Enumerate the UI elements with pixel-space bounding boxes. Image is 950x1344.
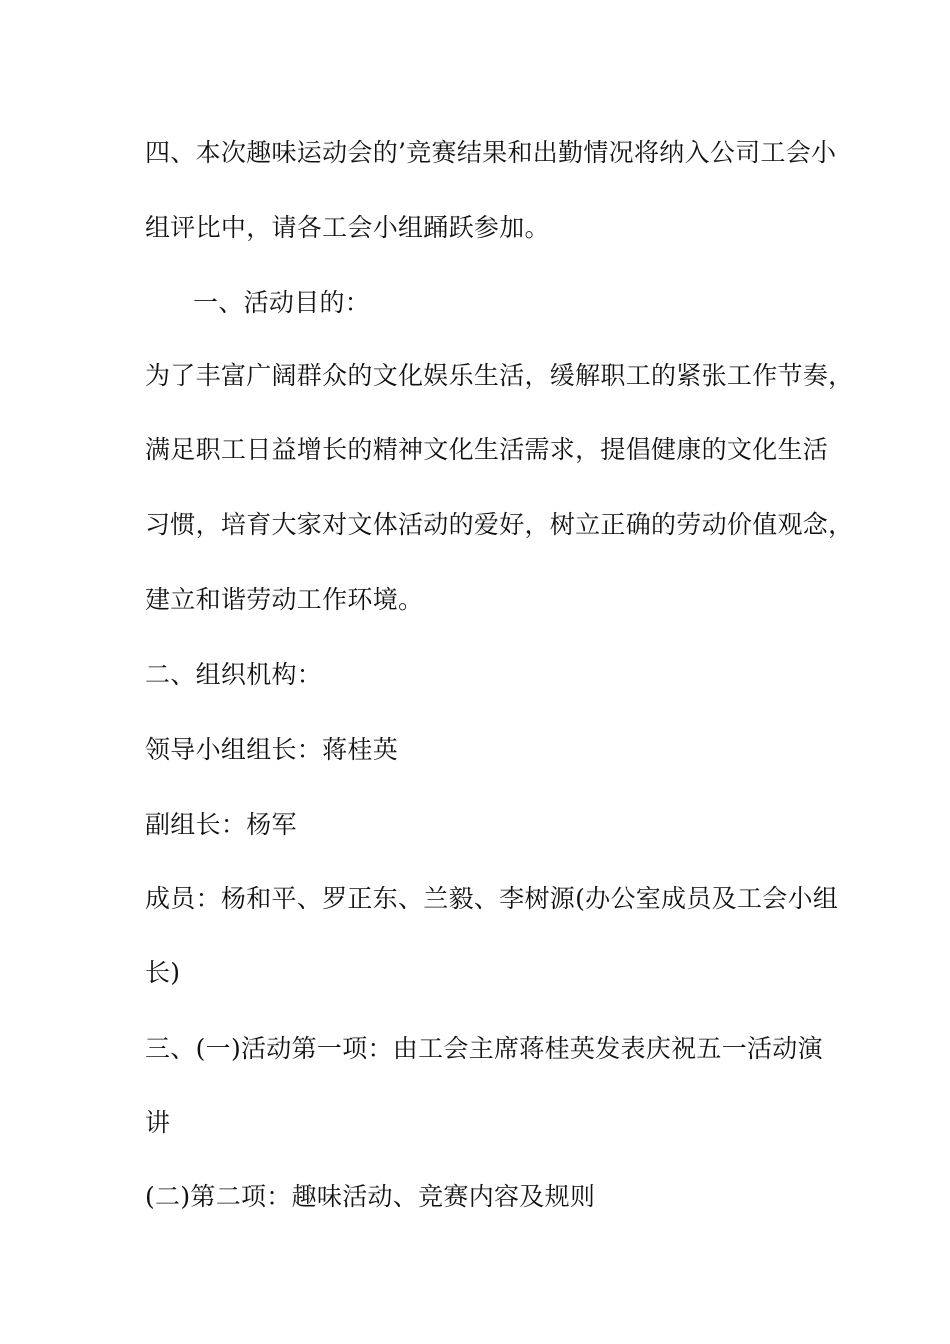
deputy-leader-line: 副组长：杨军 <box>145 810 297 839</box>
paragraph-line: 四、本次趣味运动会的’竞赛结果和出勤情况将纳入公司工会小 <box>145 138 837 167</box>
leader-line: 领导小组组长：蒋桂英 <box>145 735 399 764</box>
section-heading-organization: 二、组织机构： <box>145 660 323 689</box>
paragraph-line: 习惯，培育大家对文体活动的爱好，树立正确的劳动价值观念， <box>145 510 854 539</box>
members-line: 成员：杨和平、罗正东、兰毅、李树源(办公室成员及工会小组 <box>145 884 839 913</box>
paragraph-line: 满足职工日益增长的精神文化生活需求，提倡健康的文化生活 <box>145 435 829 464</box>
activities-line-continued: 讲 <box>145 1108 171 1137</box>
paragraph-line: 为了丰富广阔群众的文化娱乐生活，缓解职工的紧张工作节奏， <box>145 361 854 390</box>
paragraph-line: 建立和谐劳动工作环境。 <box>145 585 424 614</box>
members-line-continued: 长) <box>145 958 181 987</box>
subsection-heading-item-two: (二)第二项：趣味活动、竞赛内容及规则 <box>145 1182 596 1211</box>
section-heading-activities: 三、(一)活动第一项：由工会主席蒋桂英发表庆祝五一活动演 <box>145 1034 823 1063</box>
section-heading-purpose: 一、活动目的： <box>193 288 371 317</box>
paragraph-line: 组评比中，请各工会小组踊跃参加。 <box>145 213 550 242</box>
